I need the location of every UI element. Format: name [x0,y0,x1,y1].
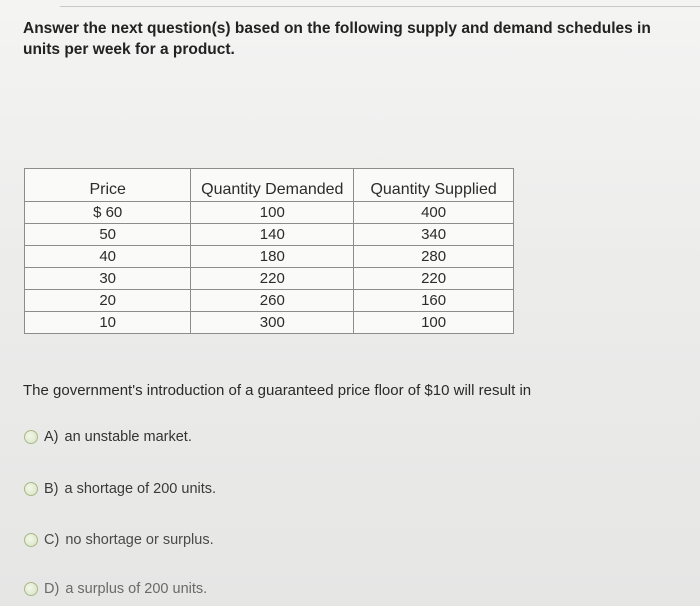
table-header-row [25,169,514,202]
table-row [25,268,514,290]
top-divider [60,6,700,7]
option-letter: B) [44,481,59,497]
option-b[interactable] [24,481,216,497]
question-text: The government's introduction of a guaranteed price floor of $10 will result in [23,382,532,399]
option-text: a surplus of 200 units. [65,581,208,597]
price-header: Price [25,169,191,202]
price-cell: 20 [25,290,191,312]
supplied-cell: 160 [354,290,514,312]
supplied-cell: 340 [354,224,514,246]
quantity-supplied-header: Quantity Supplied [354,169,514,202]
demanded-cell: 140 [191,224,354,246]
supplied-cell: 220 [354,268,514,290]
demanded-cell: 100 [191,202,354,224]
supplied-cell: 100 [354,312,514,334]
option-text: an unstable market. [64,429,192,445]
option-d[interactable] [24,581,207,597]
price-cell: 10 [25,312,191,334]
option-text: no shortage or surplus. [65,532,214,548]
price-cell: 30 [25,268,191,290]
option-letter: A) [44,429,59,445]
radio-button-b[interactable] [24,482,38,496]
radio-button-d[interactable] [24,582,38,596]
option-a[interactable] [24,429,192,445]
instructions-text: Answer the next question(s) based on the following supply and demand schedules in units per week for a product. [23,20,651,58]
option-text: a shortage of 200 units. [64,481,217,497]
price-cell: 40 [25,246,191,268]
option-c[interactable] [24,532,214,548]
table-row [25,312,514,334]
price-cell: 50 [25,224,191,246]
demanded-cell: 300 [191,312,354,334]
radio-button-a[interactable] [24,430,38,444]
table-row [25,290,514,312]
supplied-cell: 280 [354,246,514,268]
radio-button-c[interactable] [24,533,38,547]
table-row [25,202,514,224]
demanded-cell: 180 [191,246,354,268]
table-row [25,224,514,246]
option-letter: D) [44,581,60,597]
demanded-cell: 220 [191,268,354,290]
demanded-cell: 260 [191,290,354,312]
option-letter: C) [44,532,60,548]
supplied-cell: 400 [354,202,514,224]
supply-demand-table [24,168,514,334]
table-row [25,246,514,268]
price-cell: $ 60 [25,202,191,224]
quantity-demanded-header: Quantity Demanded [191,169,354,202]
